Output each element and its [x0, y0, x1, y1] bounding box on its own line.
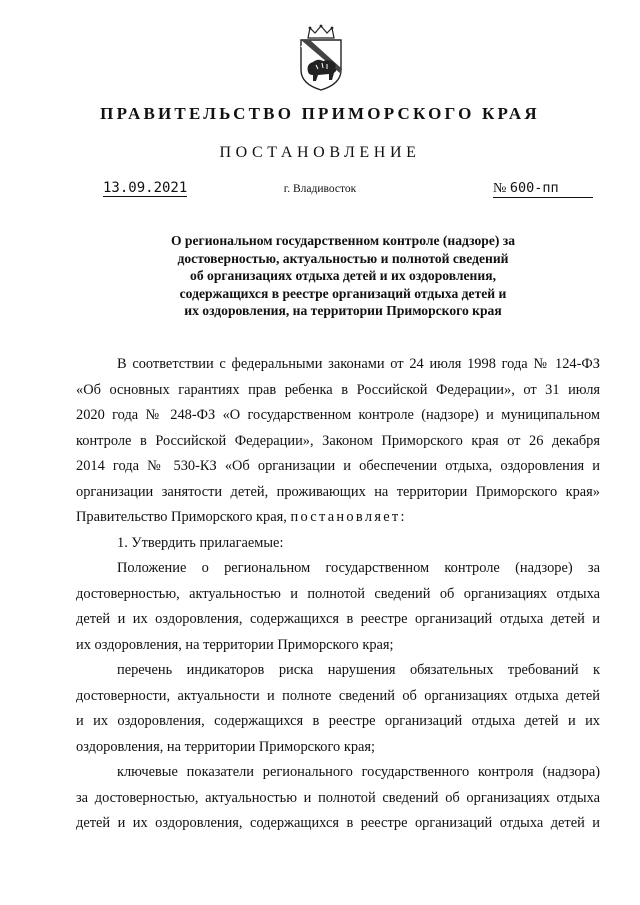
body-line: «Об основных гарантиях прав ребенка в Российской Федерации», от 31 июля — [76, 381, 600, 398]
body-line: перечень индикаторов риска нарушения обязательных требований к — [117, 662, 600, 678]
body-line: детей и их оздоровления, содержащихся в реестре организаций отдыха детей и — [76, 611, 600, 627]
number-value: 600-пп — [509, 180, 559, 196]
body-line: детей и их оздоровления, содержащихся в реестре организаций отдыха детей и — [76, 815, 600, 831]
document-number — [493, 180, 593, 198]
body-line-text: Правительство Приморского края, — [76, 509, 287, 525]
body-line: за достоверностью, актуальностью и полнотой сведений об организациях отдыха — [76, 789, 600, 806]
subject-line: содержащихся в реестре организаций отдыха детей и — [179, 285, 507, 301]
body-line: достоверности, актуальности и полноте сведений об организациях отдыха детей — [76, 687, 600, 704]
number-sign: № — [493, 181, 507, 196]
body-line: 2014 года № 530-КЗ «Об организации и обеспечении отдыха, оздоровления и — [76, 458, 600, 474]
subject-line: О региональном государственном контроле (надзоре) за — [170, 233, 516, 248]
body-line: Положение о региональном государственном контроле (надзоре) за — [117, 560, 600, 576]
document-body — [76, 352, 600, 837]
body-line: ключевые показатели регионального государственного контроля (надзора) — [117, 764, 600, 780]
body-line: 2020 года № 248-ФЗ «О государственном контроле (надзоре) и муниципальном — [76, 407, 600, 423]
document-date: 13.09.2021 — [103, 180, 188, 196]
subject-line: их оздоровления, на территории Приморского края — [184, 303, 502, 319]
body-line: организации занятости детей, проживающих на территории Приморского края» — [76, 483, 600, 500]
body-line: и их оздоровления, содержащихся в реестре организаций отдыха детей и их — [76, 713, 600, 729]
subject-line: достоверностью, актуальностью и полнотой сведений — [177, 250, 509, 266]
document-city: г. Владивосток — [283, 183, 357, 195]
body-line: 1. Утвердить прилагаемые: — [117, 534, 284, 551]
body-line: оздоровления, на территории Приморского края; — [76, 738, 376, 755]
body-line-decree — [76, 505, 600, 531]
body-line: достоверностью, актуальностью и полнотой сведений об организациях отдыха — [76, 585, 600, 602]
document-subject — [130, 232, 556, 320]
body-line: В соответствии с федеральными законами от 24 июля 1998 года № 124-ФЗ — [117, 356, 600, 372]
decree-word: постановляет: — [290, 509, 407, 525]
document-type: ПОСТАНОВЛЕНИЕ — [219, 144, 421, 161]
body-line: их оздоровления, на территории Приморского края; — [76, 636, 394, 653]
government-title: ПРАВИТЕЛЬСТВО ПРИМОРСКОГО КРАЯ — [100, 104, 540, 123]
primorsky-coat-of-arms-icon — [296, 24, 346, 92]
subject-line: об организациях отдыха детей и их оздоровления, — [190, 268, 496, 284]
body-line: контроле в Российской Федерации», Законом Приморского края от 26 декабря — [76, 432, 600, 449]
